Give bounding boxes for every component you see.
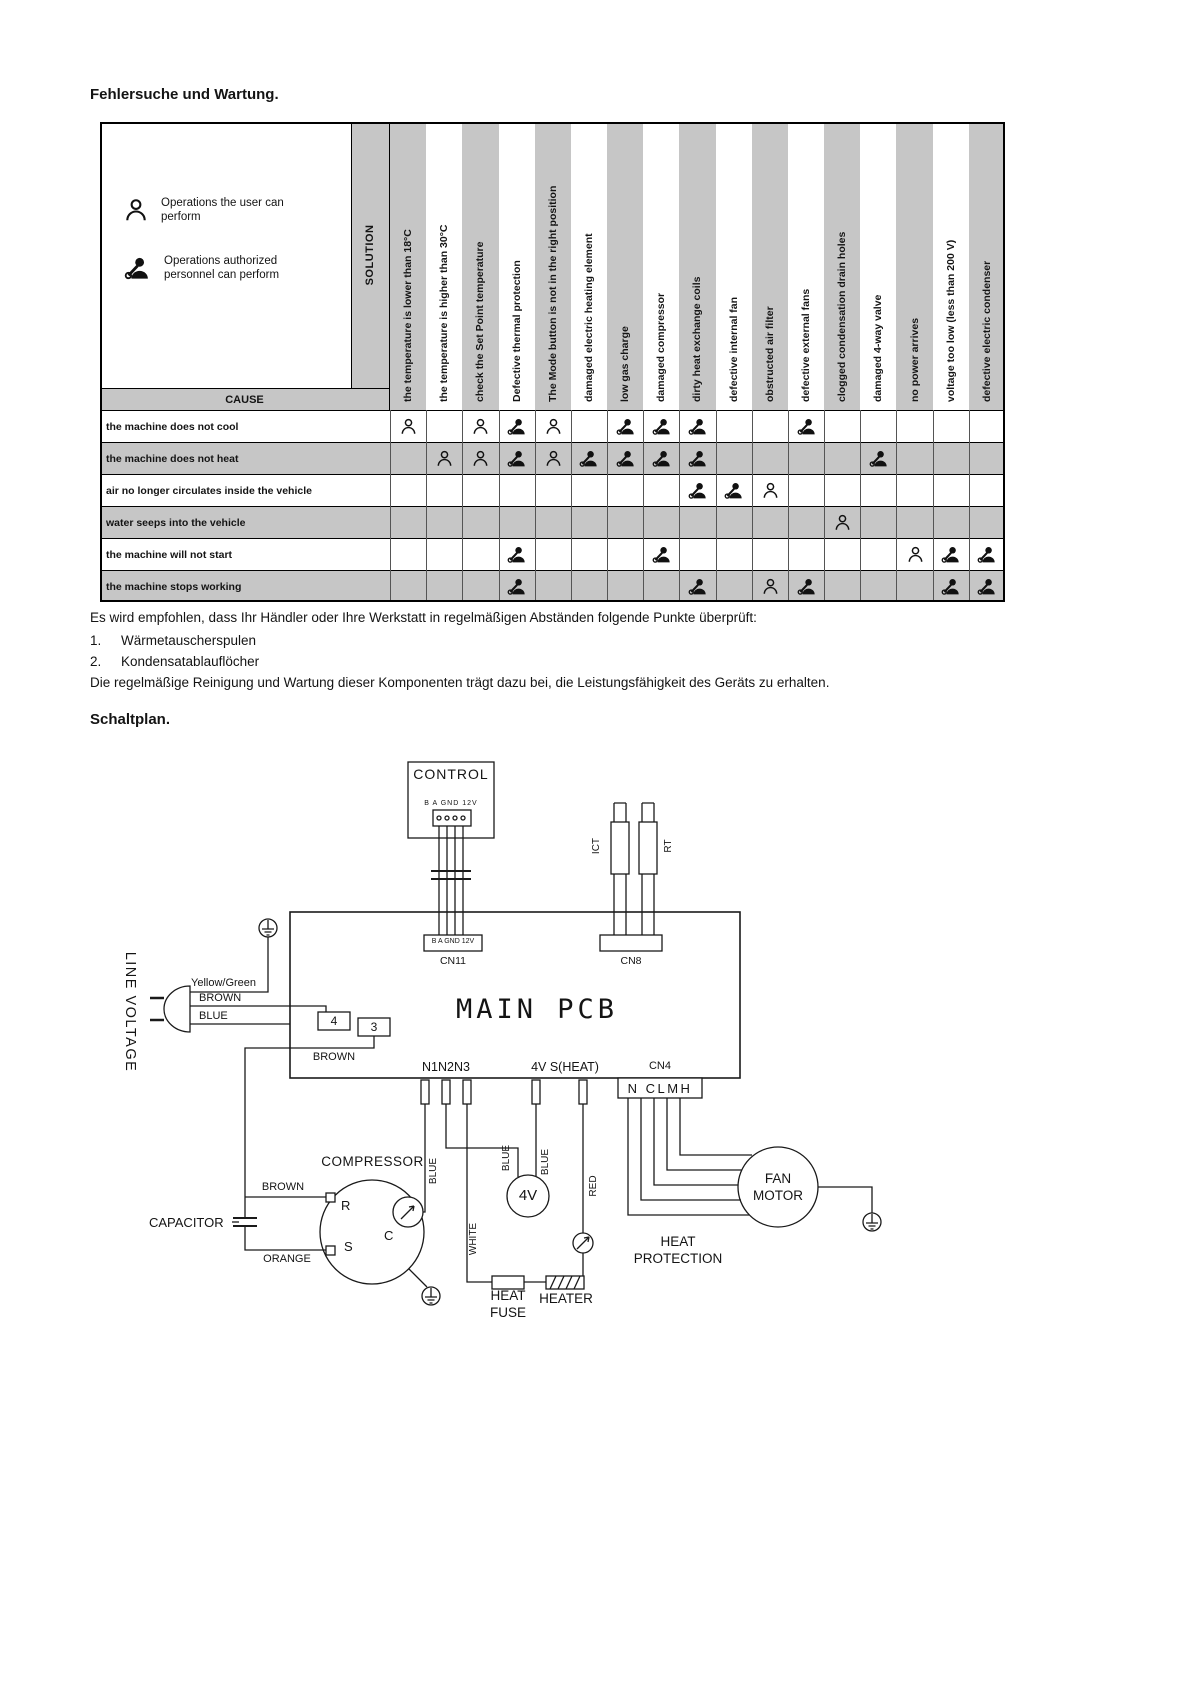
solution-mark-technician — [607, 410, 643, 442]
rt-label: RT — [663, 839, 674, 853]
solution-cell — [788, 474, 824, 506]
solution-mark-technician — [679, 410, 715, 442]
control-label: CONTROL — [413, 766, 489, 782]
relay-contact-3-label: 3 — [370, 1020, 378, 1034]
solution-cell — [499, 474, 535, 506]
solution-mark-technician — [969, 538, 1005, 570]
solution-column-header — [969, 122, 1006, 410]
technician-operation-icon — [507, 450, 527, 467]
solution-mark-technician — [716, 474, 752, 506]
solution-mark-user — [462, 410, 498, 442]
solution-cell — [535, 570, 571, 602]
solution-mark-user — [426, 442, 462, 474]
technician-operation-icon — [797, 578, 817, 595]
solution-cell — [571, 506, 607, 538]
solution-cell — [860, 410, 896, 442]
solution-cell — [788, 506, 824, 538]
cause-label: the machine does not heat — [106, 452, 239, 465]
solution-cell — [462, 506, 498, 538]
main-pcb-label: MAIN PCB — [455, 994, 619, 1025]
legend-label: Operations authorized personnel can perform — [164, 255, 280, 281]
page-title: Fehlersuche und Wartung. — [90, 86, 279, 103]
solution-column-label: defective electric condenser — [980, 260, 993, 402]
solution-column-header — [499, 122, 536, 410]
solution-cell — [788, 538, 824, 570]
solution-column-label: damaged compressor — [655, 292, 668, 402]
wire-blue-valve2-label: BLUE — [540, 1148, 551, 1176]
technician-operation-icon — [797, 418, 817, 435]
solution-cell — [933, 410, 969, 442]
technician-operation-icon — [652, 450, 672, 467]
wire-brown-in-label: BROWN — [199, 992, 242, 1004]
wire-orange-label: ORANGE — [263, 1253, 311, 1265]
solution-cell — [752, 506, 788, 538]
solution-column-header — [860, 122, 897, 410]
solution-mark-user — [752, 570, 788, 602]
fan-motor-circle — [628, 1098, 872, 1227]
solution-column-header — [788, 122, 825, 410]
technician-operation-icon — [977, 578, 997, 595]
technician-operation-icon — [941, 546, 961, 563]
solution-column-header — [390, 122, 427, 410]
cause-header: CAUSE — [100, 388, 390, 410]
pcb-terminals-4v-sheat-label: 4V S(HEAT) — [531, 1060, 599, 1074]
technician-operation-icon — [507, 546, 527, 563]
solution-cell — [679, 506, 715, 538]
technician-operation-icon — [616, 450, 636, 467]
solution-cell — [896, 410, 932, 442]
solution-cell — [426, 410, 462, 442]
wire-brown-comp-label: BROWN — [261, 1181, 305, 1193]
solution-column-label: the temperature is lower than 18°C — [402, 229, 415, 402]
solution-cell — [571, 538, 607, 570]
solution-mark-technician — [679, 474, 715, 506]
technician-operation-icon — [652, 546, 672, 563]
control-cable-wires — [431, 826, 471, 935]
wire-blue-valve1-label: BLUE — [501, 1144, 512, 1172]
solution-mark-user — [462, 442, 498, 474]
solution-cell — [535, 538, 571, 570]
solution-cell — [499, 506, 535, 538]
wire-blue-comp-label: BLUE — [428, 1157, 439, 1185]
line-voltage-label: LINE VOLTAGE — [122, 951, 138, 1073]
rt-sensor — [639, 803, 657, 935]
solution-mark-technician — [643, 442, 679, 474]
user-operation-icon — [762, 578, 779, 595]
solution-mark-technician — [571, 442, 607, 474]
solution-cell — [969, 410, 1005, 442]
heat-protection-line1: HEAT — [660, 1234, 696, 1249]
solution-cell — [933, 506, 969, 538]
solution-cell — [535, 506, 571, 538]
solution-cell — [679, 538, 715, 570]
list-number: 1. — [90, 633, 102, 648]
advice-outro: Die regelmäßige Reinigung und Wartung dieser Komponenten trägt dazu bei, die Leistungsfähigkeit des Geräts zu erhalten. — [90, 675, 830, 690]
solution-strip-label: SOLUTION — [364, 224, 376, 286]
cn11-pins-label: B A GND 12V — [431, 938, 475, 945]
cause-row — [100, 442, 1005, 474]
technician-operation-icon — [616, 418, 636, 435]
heat-fuse-line2: FUSE — [489, 1305, 526, 1320]
solution-column-header — [824, 122, 861, 410]
compressor-label: COMPRESSOR — [321, 1154, 424, 1169]
relay-contact-4-label: 4 — [330, 1014, 338, 1028]
solution-cell — [390, 474, 426, 506]
solution-mark-technician — [499, 570, 535, 602]
technician-operation-icon — [507, 578, 527, 595]
heat-fuse-line1: HEAT — [490, 1288, 526, 1303]
solution-cell — [788, 442, 824, 474]
capacitor-symbol — [232, 1197, 326, 1250]
solution-mark-technician — [788, 410, 824, 442]
solution-cell — [824, 410, 860, 442]
solution-column-header — [679, 122, 716, 410]
solution-cell — [607, 506, 643, 538]
user-operation-icon — [472, 418, 489, 435]
list-number: 2. — [90, 654, 102, 669]
legend-label: Operations the user can perform — [161, 197, 284, 223]
solution-column-header — [896, 122, 933, 410]
solution-column-label: no power arrives — [908, 317, 921, 402]
solution-cell — [969, 506, 1005, 538]
solution-cell — [535, 474, 571, 506]
solution-cell — [716, 442, 752, 474]
solution-mark-user — [896, 538, 932, 570]
cn11-label: CN11 — [439, 955, 467, 967]
user-operation-icon — [472, 450, 489, 467]
solution-mark-user — [535, 410, 571, 442]
solution-cell — [860, 570, 896, 602]
technician-operation-icon — [941, 578, 961, 595]
ground-icon — [259, 919, 277, 937]
valve-4v-label: 4V — [518, 1187, 538, 1204]
solution-cell — [643, 474, 679, 506]
terminal-r-label: R — [341, 1198, 351, 1213]
solution-cell — [933, 474, 969, 506]
technician-operation-icon — [869, 450, 889, 467]
legend-entry — [124, 254, 339, 282]
solution-column-header — [933, 122, 970, 410]
technician-operation-icon — [579, 450, 599, 467]
list-text: Wärmetauscherspulen — [121, 633, 257, 648]
solution-strip — [352, 122, 390, 388]
wiring-diagram — [0, 740, 1191, 1684]
solution-mark-technician — [933, 538, 969, 570]
solution-mark-technician — [499, 442, 535, 474]
solution-mark-technician — [679, 442, 715, 474]
user-operation-icon — [907, 546, 924, 563]
solution-mark-technician — [499, 538, 535, 570]
ground-icon — [422, 1287, 440, 1305]
heat-protection-label — [600, 1234, 756, 1267]
fan-motor-line1: FAN — [764, 1171, 792, 1186]
solution-cell — [716, 538, 752, 570]
solution-mark-user — [824, 506, 860, 538]
solution-mark-technician — [607, 442, 643, 474]
solution-mark-user — [535, 442, 571, 474]
solution-cell — [896, 474, 932, 506]
wire-white-label: WHITE — [468, 1222, 479, 1256]
technician-operation-icon — [507, 418, 527, 435]
solution-cell — [716, 506, 752, 538]
solution-mark-technician — [679, 570, 715, 602]
solution-column-label: dirty heat exchange coils — [691, 276, 704, 402]
solution-mark-technician — [643, 410, 679, 442]
cause-label: water seeps into the vehicle — [106, 516, 246, 529]
user-operation-icon — [124, 198, 148, 222]
technician-operation-icon — [652, 418, 672, 435]
heater-label: HEATER — [539, 1291, 593, 1306]
troubleshooting-table — [100, 122, 1005, 602]
list-text: Kondensatablauflöcher — [121, 654, 260, 669]
solution-cell — [716, 570, 752, 602]
solution-mark-technician — [933, 570, 969, 602]
solution-cell — [462, 570, 498, 602]
solution-column-header — [752, 122, 789, 410]
user-operation-icon — [436, 450, 453, 467]
solution-cell — [643, 570, 679, 602]
technician-operation-icon — [688, 450, 708, 467]
solution-column-label: Defective thermal protection — [510, 260, 523, 402]
legend-entry — [124, 196, 339, 224]
solution-cell — [390, 506, 426, 538]
cause-label: the machine does not cool — [106, 420, 239, 433]
solution-cell — [752, 410, 788, 442]
technician-operation-icon — [977, 546, 997, 563]
solution-cell — [860, 506, 896, 538]
technician-operation-icon — [724, 482, 744, 499]
advice-item-2 — [90, 654, 259, 669]
technician-operation-icon — [688, 578, 708, 595]
user-operation-icon — [545, 450, 562, 467]
solution-cell — [896, 570, 932, 602]
solution-cell — [969, 442, 1005, 474]
solution-column-label: clogged condensation drain holes — [836, 231, 849, 402]
wire-yellow-green-label: Yellow/Green — [191, 977, 257, 989]
wire-brown-relay-label: BROWN — [312, 1051, 356, 1063]
solution-cell — [571, 410, 607, 442]
solution-cell — [426, 474, 462, 506]
solution-cell — [462, 538, 498, 570]
solution-cell — [969, 474, 1005, 506]
advice-item-1 — [90, 633, 256, 648]
solution-column-header — [571, 122, 608, 410]
heat-protection-line2: PROTECTION — [633, 1250, 723, 1266]
advice-intro: Es wird empfohlen, dass Ihr Händler oder Ihre Werkstatt in regelmäßigen Abständen folgende Punkte überprüft: — [90, 610, 757, 625]
solution-mark-technician — [860, 442, 896, 474]
cn4-label: CN4 — [648, 1060, 671, 1072]
technician-operation-icon — [124, 256, 151, 280]
solution-cell — [607, 474, 643, 506]
solution-column-header — [462, 122, 499, 410]
capacitor-label: CAPACITOR — [149, 1215, 224, 1230]
solution-cell — [824, 474, 860, 506]
technician-operation-icon — [688, 482, 708, 499]
solution-cell — [571, 570, 607, 602]
cause-row — [100, 410, 1005, 442]
solution-cell — [933, 442, 969, 474]
ict-sensor — [611, 803, 629, 935]
cause-row — [100, 570, 1005, 602]
solution-cell — [896, 442, 932, 474]
cause-label: the machine will not start — [106, 548, 233, 561]
solution-column-header — [607, 122, 644, 410]
solution-column-label: damaged electric heating element — [582, 233, 595, 402]
solution-cell — [426, 506, 462, 538]
ground-icon — [863, 1213, 881, 1231]
solution-cell — [390, 442, 426, 474]
fan-motor-line2: MOTOR — [753, 1188, 803, 1203]
solution-mark-user — [390, 410, 426, 442]
solution-cell — [426, 570, 462, 602]
legend-box — [100, 122, 352, 388]
solution-column-header — [643, 122, 680, 410]
solution-column-header — [535, 122, 572, 410]
solution-cell — [462, 474, 498, 506]
heater-symbol — [546, 1276, 584, 1289]
solution-cell — [426, 538, 462, 570]
user-operation-icon — [762, 482, 779, 499]
solution-cell — [752, 442, 788, 474]
solution-column-label: defective internal fan — [727, 296, 740, 402]
cause-row — [100, 506, 1005, 538]
solution-cell — [824, 442, 860, 474]
relay-contacts — [245, 1012, 390, 1197]
solution-cell — [824, 538, 860, 570]
cause-label: air no longer circulates inside the vehicle — [106, 484, 312, 497]
solution-column-header — [426, 122, 463, 410]
solution-cell — [824, 570, 860, 602]
solution-column-label: defective external fans — [800, 288, 813, 402]
user-operation-icon — [545, 418, 562, 435]
solution-cell — [607, 538, 643, 570]
solution-cell — [571, 474, 607, 506]
solution-mark-user — [752, 474, 788, 506]
wire-blue-in-label: BLUE — [199, 1010, 228, 1022]
solution-cell — [390, 570, 426, 602]
user-operation-icon — [834, 514, 851, 531]
user-operation-icon — [400, 418, 417, 435]
ict-label: ICT — [591, 837, 602, 855]
solution-column-label: The Mode button is not in the right position — [546, 185, 559, 402]
solution-column-header — [716, 122, 753, 410]
solution-cell — [860, 474, 896, 506]
solution-column-label: voltage too low (less than 200 V) — [944, 239, 957, 402]
compressor-circle — [320, 1104, 427, 1287]
solution-cell — [860, 538, 896, 570]
solution-cell — [716, 410, 752, 442]
n-clmh-label: N CLMH — [627, 1081, 693, 1096]
cn8-label: CN8 — [620, 955, 642, 967]
solution-cell — [643, 506, 679, 538]
solution-mark-technician — [643, 538, 679, 570]
solution-cell — [607, 570, 643, 602]
control-pins-label: B A GND 12V — [424, 800, 478, 807]
solution-column-label: low gas charge — [619, 326, 632, 402]
solution-column-label: obstructed air filter — [763, 306, 776, 402]
solution-cell — [752, 538, 788, 570]
terminal-c-label: C — [384, 1228, 394, 1243]
solution-mark-technician — [788, 570, 824, 602]
solution-cell — [896, 506, 932, 538]
solution-column-label: damaged 4-way valve — [872, 294, 885, 402]
cause-row — [100, 474, 1005, 506]
solution-column-label: check the Set Point temperature — [474, 241, 487, 402]
diagram-title: Schaltplan. — [90, 711, 171, 728]
solution-cell — [390, 538, 426, 570]
solution-column-label: the temperature is higher than 30°C — [438, 224, 451, 402]
power-plug — [150, 986, 190, 1032]
cause-label: the machine stops working — [106, 580, 242, 593]
terminal-s-label: S — [344, 1239, 353, 1254]
solution-mark-technician — [499, 410, 535, 442]
technician-operation-icon — [688, 418, 708, 435]
cause-row — [100, 538, 1005, 570]
cn8-connector — [600, 935, 662, 951]
pcb-terminals-n-label: N1N2N3 — [422, 1060, 470, 1074]
solution-mark-technician — [969, 570, 1005, 602]
fan-motor-label — [736, 1170, 820, 1204]
wire-red-label: RED — [588, 1175, 599, 1197]
